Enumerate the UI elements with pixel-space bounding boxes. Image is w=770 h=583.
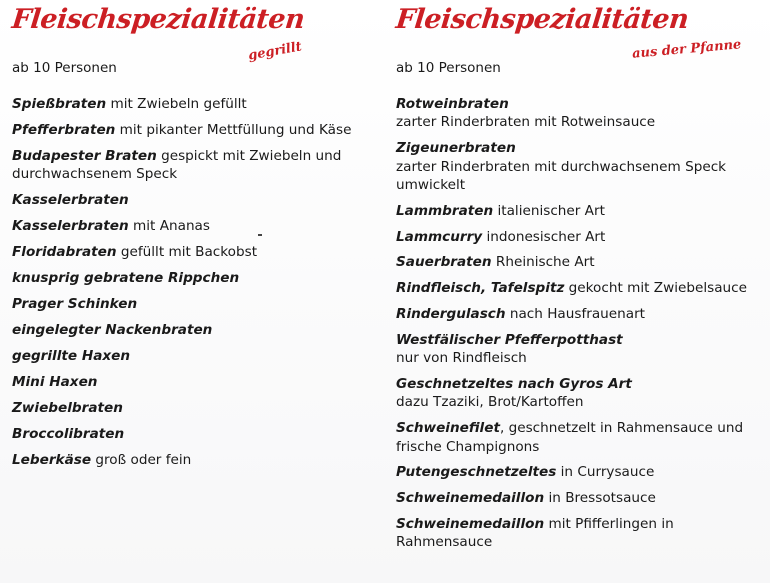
menu-item-name: Schweinemedaillon <box>396 490 545 507</box>
menu-item-name: Geschnetzeltes nach Gyros Art <box>396 376 632 392</box>
menu-item-description: gefüllt mit Backobst <box>116 244 258 261</box>
menu-item-name: Prager Schinken <box>12 296 138 313</box>
menu-item <box>12 295 382 313</box>
grilled-subtitle: gegrillt <box>247 39 304 64</box>
menu-item-name: Westfälischer Pfefferpotthast <box>396 331 623 348</box>
menu-item-name: Sauerbraten <box>396 254 492 271</box>
menu-item-name: Schweinefilet <box>396 420 500 437</box>
menu-item <box>396 139 766 194</box>
menu-item-description: nach Hausfrauenart <box>505 306 646 322</box>
menu-item-name: Budapester Braten <box>12 148 157 164</box>
menu-item-name: knusprig gebratene Rippchen <box>12 270 240 287</box>
grilled-persons: ab 10 Personen <box>12 60 117 76</box>
menu-item-name: Spießbraten <box>12 96 107 112</box>
menu-item <box>396 95 766 132</box>
menu-item-description: zarter Rinderbraten mit Rotweinsauce <box>396 114 656 131</box>
menu-item <box>396 463 766 481</box>
menu-item <box>396 305 766 323</box>
menu-item-name: Leberkäse <box>12 452 92 469</box>
menu-item <box>396 253 766 271</box>
menu-item <box>12 191 382 209</box>
menu-item-description: gespickt mit Zwiebeln und durchwachsenem Speck <box>12 148 342 183</box>
menu-item-name: eingelegter Nackenbraten <box>12 322 213 339</box>
menu-item <box>396 515 766 552</box>
menu-item <box>12 147 382 184</box>
pan-title: Fleischspezialitäten <box>394 4 690 35</box>
menu-item <box>396 228 766 246</box>
pan-persons: ab 10 Personen <box>396 60 501 76</box>
grilled-item-list <box>12 95 382 477</box>
menu-item-name: Rindergulasch <box>396 306 506 322</box>
menu-item <box>12 347 382 365</box>
menu-item-name: Kasselerbraten <box>12 192 129 209</box>
menu-item-name: Pfefferbraten <box>12 122 116 138</box>
menu-item-name: Lammcurry <box>396 228 483 245</box>
menu-item-description: mit Ananas <box>128 218 210 235</box>
menu-item-name: Kasselerbraten <box>12 218 129 235</box>
menu-item <box>12 321 382 339</box>
menu-item <box>12 269 382 287</box>
menu-item-name: Schweinemedaillon <box>396 516 545 532</box>
menu-item-name: Mini Haxen <box>12 374 98 391</box>
menu-item-description: mit Zwiebeln gefüllt <box>106 96 247 112</box>
menu-item-name: Rindfleisch, Tafelspitz <box>396 280 565 297</box>
menu-item <box>12 121 382 139</box>
menu-item <box>396 202 766 220</box>
menu-item <box>12 243 382 261</box>
menu-item-description: groß oder fein <box>91 452 192 469</box>
menu-item-description: in Bressotsauce <box>544 490 656 507</box>
pan-item-list <box>396 95 766 559</box>
menu-item-name: Putengeschnetzeltes <box>396 464 557 481</box>
menu-item-description: , geschnetzelt in Rahmensauce und frische Champignons <box>396 420 744 455</box>
menu-item-name: Lammbraten <box>396 202 494 219</box>
stray-mark <box>258 234 262 236</box>
menu-item-description: dazu Tzaziki, Brot/Kartoffen <box>396 394 584 411</box>
menu-item-name: Zwiebelbraten <box>12 400 123 417</box>
menu-item-description: gekocht mit Zwiebelsauce <box>564 280 747 297</box>
menu-item <box>396 375 766 412</box>
menu-item-description: Rheinische Art <box>491 254 595 271</box>
menu-item <box>396 279 766 297</box>
menu-item <box>396 419 766 456</box>
menu-item-description: indonesischer Art <box>482 228 606 245</box>
menu-item <box>12 217 382 235</box>
menu-item-description: mit Pfifferlingen in Rahmensauce <box>396 516 674 551</box>
menu-item <box>12 95 382 113</box>
menu-item-description: mit pikanter Mettfüllung und Käse <box>115 122 352 138</box>
menu-item <box>12 451 382 469</box>
menu-item <box>12 373 382 391</box>
menu-item <box>12 425 382 443</box>
menu-item <box>396 489 766 507</box>
menu-item-name: Broccolibraten <box>12 426 125 443</box>
menu-item-name: Zigeunerbraten <box>396 140 516 157</box>
menu-item <box>12 399 382 417</box>
pan-subtitle: aus der Pfanne <box>631 37 742 62</box>
menu-item-name: gegrillte Haxen <box>12 348 131 365</box>
grilled-title: Fleischspezialitäten <box>10 4 306 35</box>
menu-item-name: Rotweinbraten <box>396 96 509 112</box>
menu-item-description: nur von Rindfleisch <box>396 350 527 367</box>
menu-item <box>396 331 766 368</box>
menu-item-description: italienischer Art <box>493 202 605 219</box>
menu-item-description: in Currysauce <box>556 464 655 481</box>
menu-item-name: Floridabraten <box>12 244 117 261</box>
menu-item-description: zarter Rinderbraten mit durchwachsenem Speck umwickelt <box>396 158 727 194</box>
